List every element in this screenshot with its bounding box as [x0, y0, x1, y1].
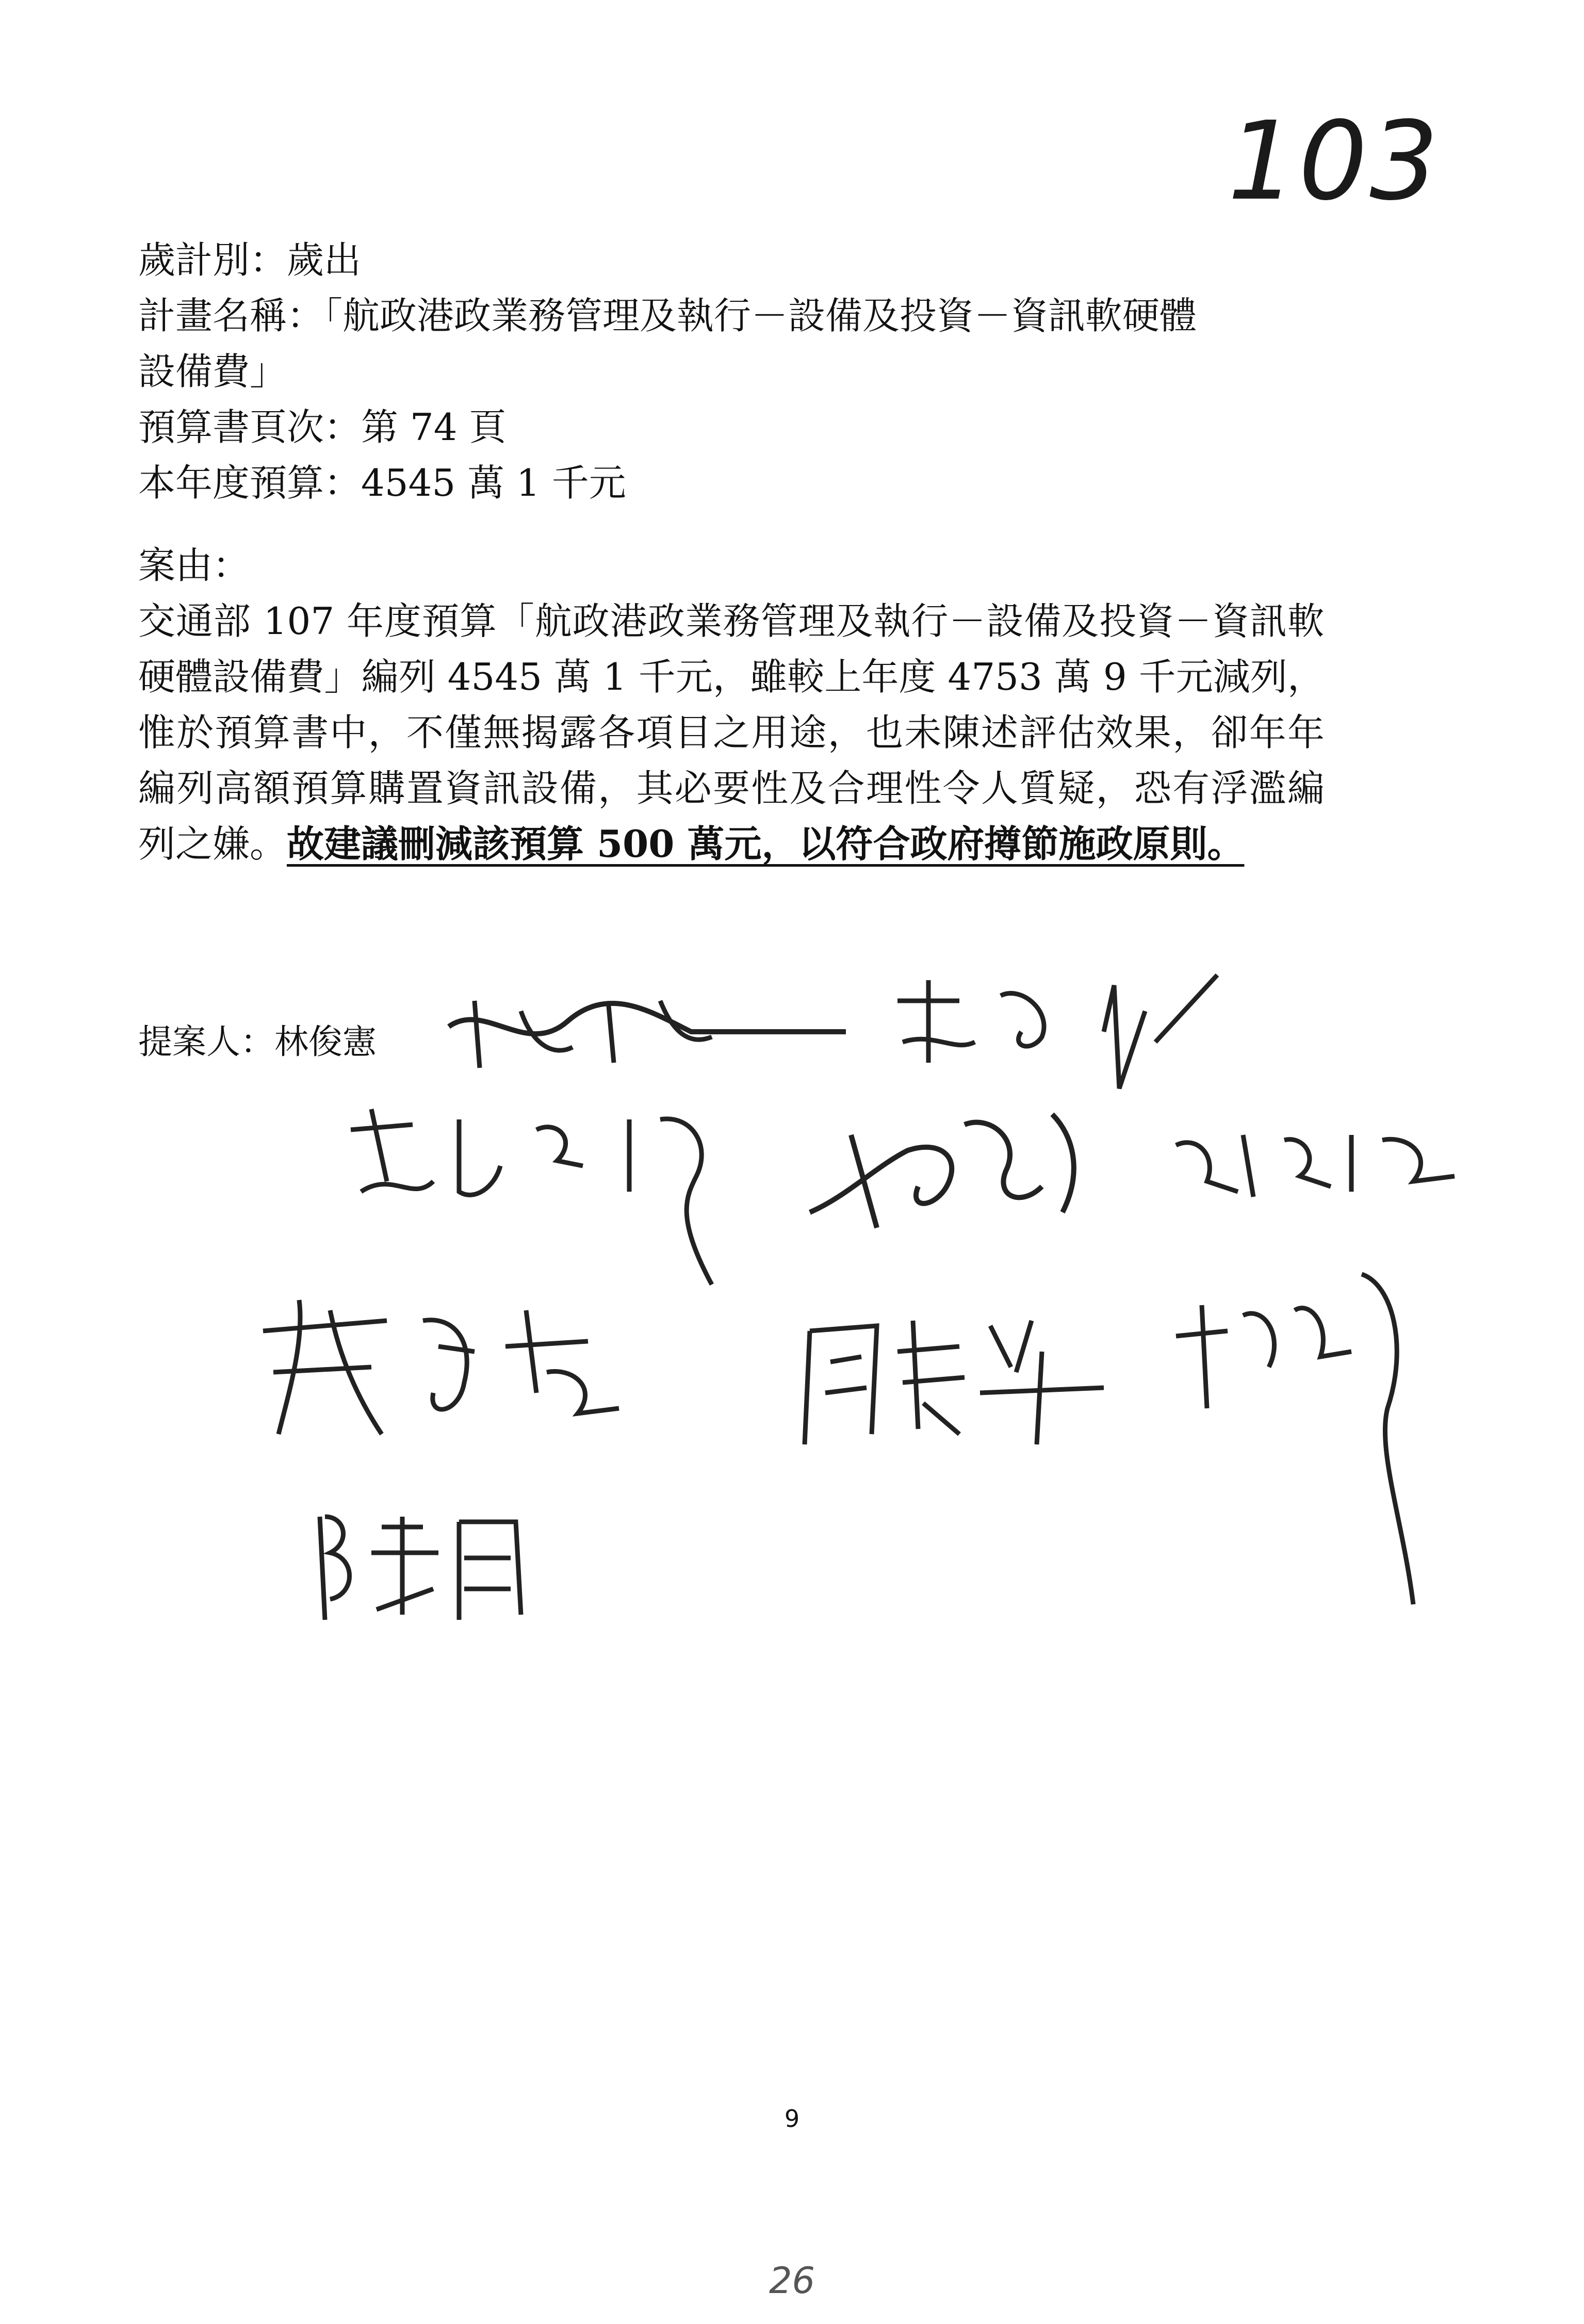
reason-paragraph: [138, 593, 1325, 872]
reason-label: 案由：: [138, 544, 250, 587]
signature-stroke: [258, 1290, 650, 1455]
annual-budget: 本年度預算：4545 萬 1 千元: [138, 461, 626, 505]
footer-handwritten-number: 26: [769, 2260, 815, 2302]
signature-stroke: [340, 1099, 753, 1295]
plan-name: 計畫名稱：「航政港政業務管理及執行－設備及投資－資訊軟硬體: [138, 294, 1197, 337]
signature-stroke: [444, 980, 856, 1083]
fiscal-category: 歲計別：歲出: [138, 238, 362, 282]
page-number: 9: [784, 2105, 800, 2133]
budget-page: 預算書頁次：第 74 頁: [138, 405, 507, 449]
signature-stroke: [805, 1094, 1114, 1264]
signature-stroke: [1166, 1114, 1475, 1217]
reason-text: 交通部 107 年度預算「航政港政業務管理及執行－設備及投資－資訊軟硬體設備費」編列 4545 萬 1 千元，雖較上年度 4753 萬 9 千元減列，惟於預算書中，不僅無揭露各項目之用途，也未陳述評估效果，卻年年編列高額預算購置資訊設備，其必要性及合理性令人質疑，恐有浮濫編列之嫌。: [138, 599, 1325, 866]
proposer-label: 提案人：林俊憲: [138, 1022, 377, 1062]
handwritten-page-number: 103: [1228, 98, 1441, 224]
signature-stroke: [794, 1300, 1114, 1455]
plan-name-cont: 設備費」: [138, 350, 287, 393]
reason-emphasis: 故建議刪減該預算 500 萬元，以符合政府撙節施政原則。: [287, 822, 1245, 866]
signature-stroke: [1166, 1254, 1465, 1615]
signature-stroke: [309, 1496, 588, 1630]
